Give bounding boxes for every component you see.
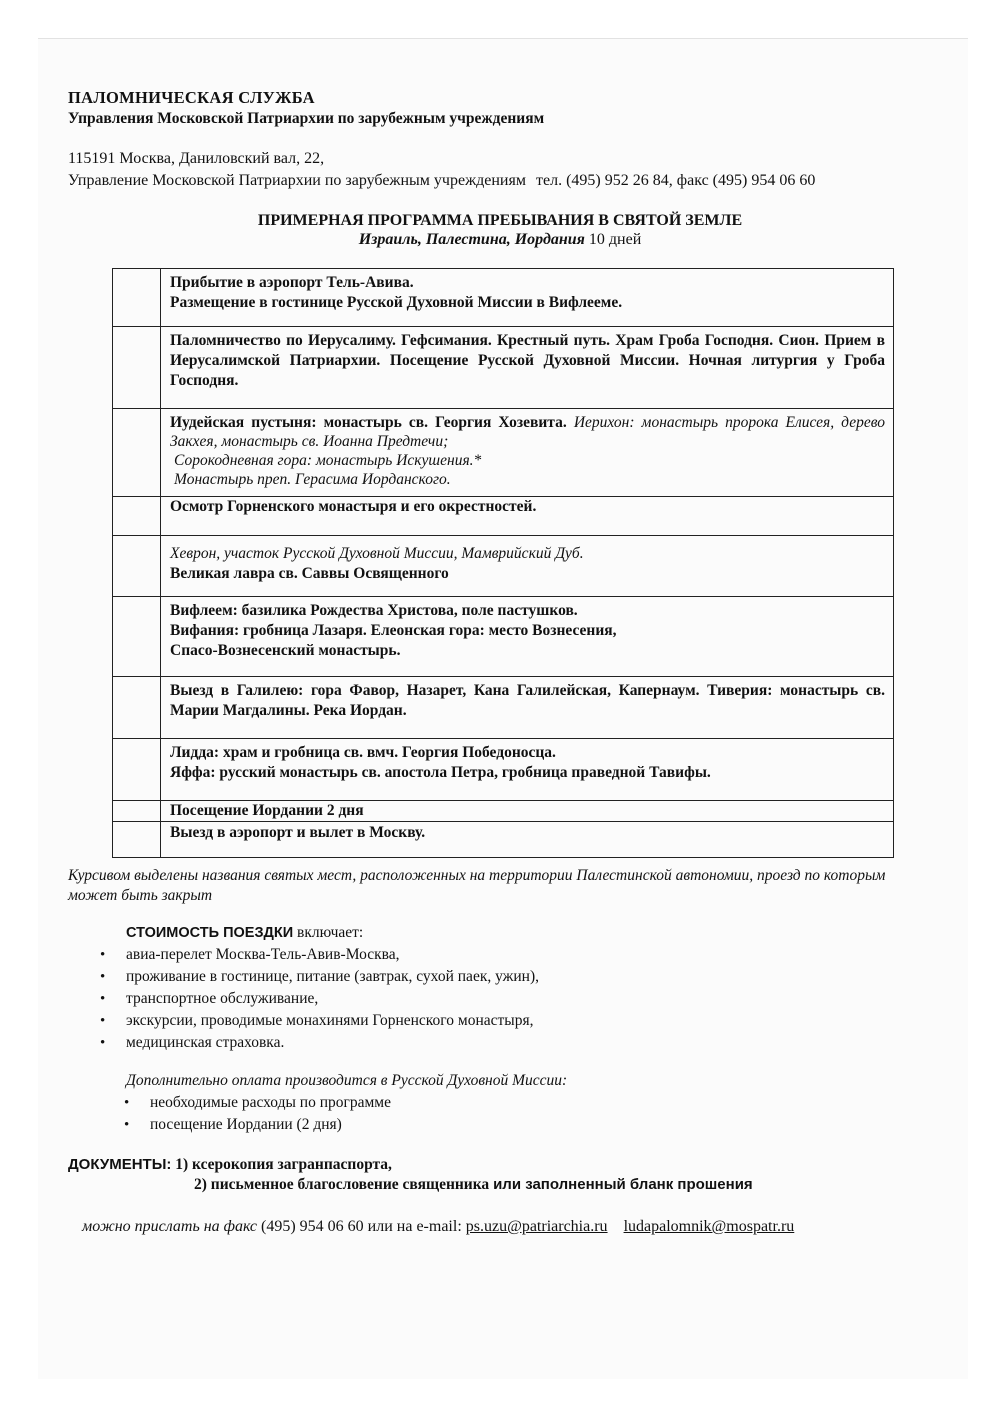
list-item: • посещение Иордании (2 дня) [124,1114,391,1136]
program-title: ПРИМЕРНАЯ ПРОГРАММА ПРЕБЫВАНИЯ В СВЯТОЙ ЗЕМЛЕ [257,212,743,229]
program-text: Яффа: русский монастырь св. апостола Петра, гробница праведной Тавифы. [170,764,711,781]
day-cell [113,269,161,327]
countries: Израиль, Палестина, Иордания [358,231,585,248]
program-text: Спасо-Вознесенский монастырь. [170,642,401,659]
table-row [113,409,894,497]
list-item: • экскурсии, проводимые монахинями Горненского монастыря, [100,1010,539,1032]
table-row [113,497,894,536]
contact-footer [82,1218,794,1236]
program-cell [161,536,894,597]
italic-note: Курсивом выделены названия святых мест, расположенных на территории Палестинской автономии, проезд по которым может быть закрыт [68,867,886,904]
list-item: • транспортное обслуживание, [100,988,539,1010]
list-item: • необходимые расходы по программе [124,1092,391,1114]
duration: 10 дней [588,231,642,248]
program-text: Осмотр Горненского монастыря и его окрестностей. [170,498,537,515]
program-text-italic: Монастырь преп. Герасима Иорданского. [174,471,451,488]
contact-fax: (495) 954 06 60 или на e-mail: [261,1218,462,1235]
documents-item: 1) ксерокопия загранпаспорта, [171,1156,392,1173]
day-cell [113,801,161,822]
day-cell [113,327,161,409]
program-text: Посещение Иордании 2 дня [170,802,364,819]
list-item: • проживание в гостинице, питание (завтрак, сухой паек, ужин), [100,966,539,988]
program-table [112,268,894,858]
program-cell [161,739,894,801]
program-text: Вифания: гробница Лазаря. Елеонская гора: место Вознесения, [170,622,617,639]
table-row [113,739,894,801]
program-text-italic: Иерихон: монастырь пророка Елисея, дерево Закхея, монастырь св. Иоанна Предтечи; [170,414,886,450]
program-cell [161,822,894,858]
documents-line2 [194,1176,753,1194]
cost-label: СТОИМОСТЬ ПОЕЗДКИ [126,925,294,941]
program-text: Паломничество по Иерусалиму. Гефсимания. Крестный путь. Храм Гроба Господня. Сион. Прием в Иерусалимской Патриархии. Посещение Русской Духовной Миссии. Ночная литургия у Гроба Господня. [170,332,885,389]
day-cell [113,739,161,801]
organization-name: ПАЛОМНИЧЕСКАЯ СЛУЖБА [68,88,315,107]
contact-lead: можно прислать на факс [82,1218,258,1235]
table-row [113,677,894,739]
table-row [113,597,894,677]
program-cell [161,327,894,409]
department-line: Управление Московской Патриархии по зарубежным учреждениям [68,172,526,189]
program-text-italic: Сорокодневная гора: монастырь Искушения.* [174,452,482,469]
program-text: Выезд в аэропорт и вылет в Москву. [170,824,426,841]
program-cell [161,677,894,739]
day-cell [113,409,161,497]
table-row [113,327,894,409]
phone-number: тел. (495) 952 26 84, [535,172,673,189]
list-item: • медицинская страховка. [100,1032,539,1054]
cost-heading [126,924,363,942]
documents-label: ДОКУМЕНТЫ: [68,1156,172,1173]
program-text: Вифлеем: базилика Рождества Христова, поле пастушков. [170,602,578,619]
cost-suffix: включает: [293,924,364,941]
day-cell [113,822,161,858]
day-cell [113,677,161,739]
day-cell [113,536,161,597]
program-cell [161,409,894,497]
program-cell [161,597,894,677]
department-name: Управления Московской Патриархии по зарубежным учреждениям [68,110,545,127]
program-subtitle [0,231,1000,249]
program-cell [161,497,894,536]
table-row [113,822,894,858]
email-link-1[interactable]: ps.uzu@patriarchia.ru [465,1218,608,1235]
email-link-2[interactable]: ludapalomnik@mospatr.ru [623,1218,795,1235]
documents-line1 [68,1156,392,1174]
day-cell [113,597,161,677]
table-row [113,269,894,327]
list-item: • авиа-перелет Москва-Тель-Авив-Москва, [100,944,539,966]
contact-line [68,172,815,190]
program-text-bold: Иудейская пустыня: монастырь св. Георгия Хозевита. [170,414,567,431]
extra-list [124,1092,391,1136]
program-text: Великая лавра св. Саввы Освященного [170,565,449,582]
table-row [113,801,894,822]
documents-item: 2) письменное благословение священника [194,1176,494,1193]
program-cell [161,801,894,822]
program-text: Прибытие в аэропорт Тель-Авива. [170,274,414,291]
program-cell [161,269,894,327]
day-cell [113,497,161,536]
table-row [113,536,894,597]
postal-address: 115191 Москва, Даниловский вал, 22, [68,150,325,167]
documents-item-alt: или заполненный бланк прошения [493,1176,753,1193]
program-text: Выезд в Галилею: гора Фавор, Назарет, Кана Галилейская, Капернаум. Тиверия: монастырь св. Марии Магдалины. Река Иордан. [170,682,885,719]
program-text: Размещение в гостинице Русской Духовной Миссии в Вифлееме. [170,294,623,311]
extra-payment-heading: Дополнительно оплата производится в Русской Духовной Миссии: [126,1072,568,1089]
program-text: Лидда: храм и гробница св. вмч. Георгия Победоносца. [170,744,556,761]
fax-number: факс (495) 954 06 60 [676,172,816,189]
cost-list [100,944,539,1054]
program-text [170,414,885,450]
program-text-italic: Хеврон, участок Русской Духовной Миссии, Мамврийский Дуб. [170,545,584,562]
